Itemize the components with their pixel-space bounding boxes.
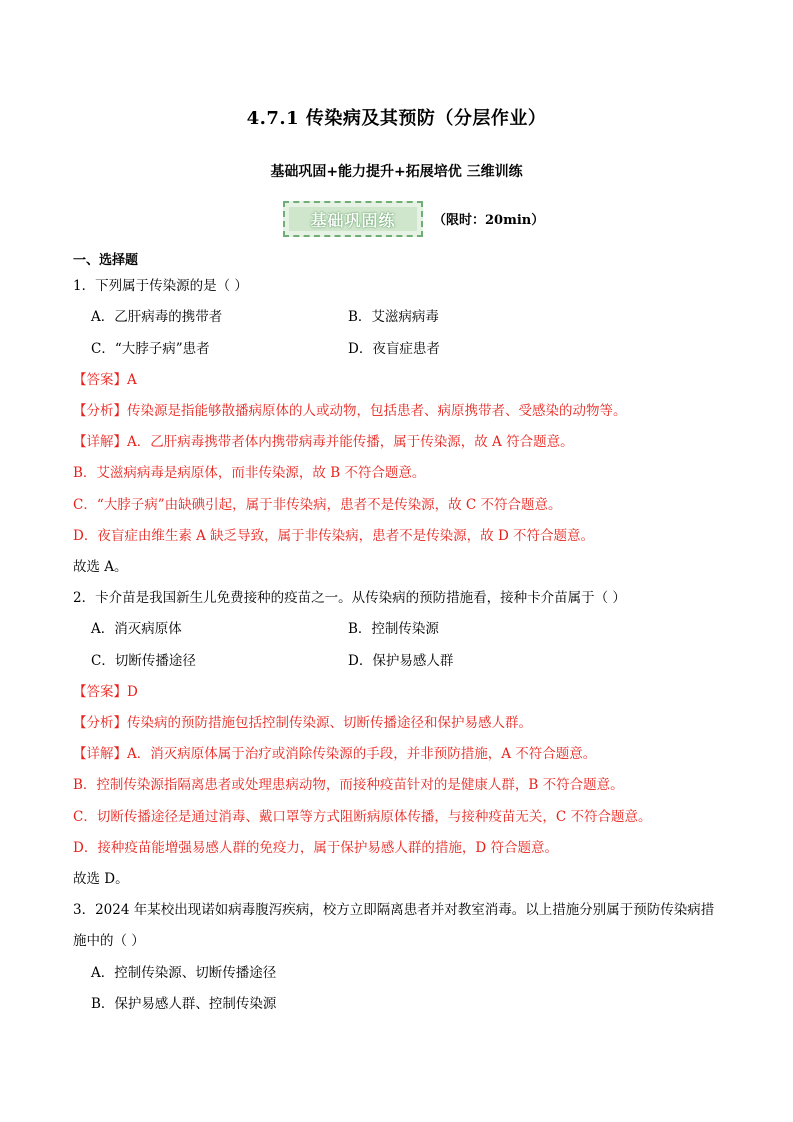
question-1-option-c: C．“大脖子病”患者 [91,341,210,357]
section-badge-label: 基础巩固练 [289,207,417,231]
question-2-option-c: C．切断传播途径 [91,653,196,669]
question-2-stem: 2．卡介苗是我国新生儿免费接种的疫苗之一。从传染病的预防措施看，接种卡介苗属于（ ） [73,590,626,606]
question-3-option-b: B．保护易感人群、控制传染源 [91,996,277,1012]
question-2-option-b: B．控制传染源 [348,621,439,637]
question-1-detail-d: D．夜盲症由维生素 A 缺乏导致，属于非传染病，患者不是传染源，故 D 不符合题意。 [73,528,595,544]
question-1-analysis: 【分析】传染源是指能够散播病原体的人或动物，包括患者、病原携带者、受感染的动物等。 [73,403,627,419]
question-1-stem: 1．下列属于传染源的是（ ） [73,278,248,294]
question-1-detail-a: 【详解】A．乙肝病毒携带者体内携带病毒并能传播，属于传染源，故 A 符合题意。 [73,434,574,450]
question-2-detail-c: C．切断传播途径是通过消毒、戴口罩等方式阻断病原体传播，与接种疫苗无关，C 不符合题意。 [73,809,652,825]
question-1-conclusion: 故选 A。 [73,559,128,575]
question-2-option-d: D．保护易感人群 [348,653,454,669]
question-1-detail-b: B．艾滋病病毒是病原体，而非传染源，故 B 不符合题意。 [73,465,426,481]
section-heading: 一、选择题 [73,253,139,268]
question-1-answer: 【答案】A [73,372,137,388]
question-1-detail-c: C．“大脖子病”由缺碘引起，属于非传染病，患者不是传染源，故 C 不符合题意。 [73,497,562,513]
document-subtitle: 基础巩固+能力提升+拓展培优 三维训练 [270,164,523,180]
question-3-option-a: A．控制传染源、切断传播途径 [91,965,277,981]
question-3-stem-line2: 施中的（ ） [73,933,145,949]
question-1-option-b: B．艾滋病病毒 [348,309,439,325]
question-2-analysis: 【分析】传染病的预防措施包括控制传染源、切断传播途径和保护易感人群。 [73,715,532,731]
time-limit-note: （限时：20min） [433,213,545,228]
question-2-detail-a: 【详解】A．消灭病原体属于治疗或消除传染源的手段，并非预防措施，A 不符合题意。 [73,746,597,762]
question-3-stem-line1: 3．2024 年某校出现诺如病毒腹泻疾病，校方立即隔离患者并对教室消毒。以上措施分别属于预防传染病措 [73,902,715,918]
question-1-option-d: D．夜盲症患者 [348,341,440,357]
question-2-detail-d: D．接种疫苗能增强易感人群的免疫力，属于保护易感人群的措施，D 符合题意。 [73,840,558,856]
question-1-option-a: A．乙肝病毒的携带者 [91,309,223,325]
document-title: 4.7.1 传染病及其预防（分层作业） [246,108,547,129]
question-2-detail-b: B．控制传染源指隔离患者或处理患病动物，而接种疫苗针对的是健康人群，B 不符合题意。 [73,777,624,793]
question-2-conclusion: 故选 D。 [73,871,129,887]
section-badge [283,201,423,237]
question-2-answer: 【答案】D [73,684,138,700]
question-2-option-a: A．消灭病原体 [91,621,182,637]
